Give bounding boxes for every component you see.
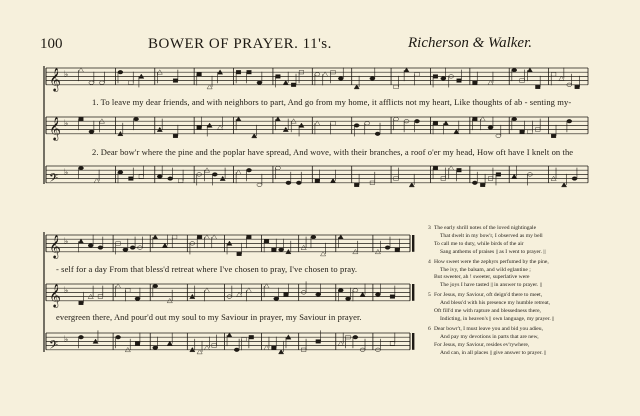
shape-note bbox=[118, 70, 123, 74]
shape-note bbox=[204, 288, 209, 292]
shape-note bbox=[264, 345, 269, 349]
verse-6 bbox=[428, 326, 628, 358]
shape-note bbox=[441, 77, 446, 81]
shape-note bbox=[264, 240, 269, 244]
shape-note bbox=[153, 284, 158, 288]
shape-note bbox=[512, 68, 517, 72]
shape-note bbox=[78, 68, 83, 72]
shape-note bbox=[528, 130, 533, 134]
shape-note bbox=[275, 117, 280, 121]
shape-note bbox=[395, 248, 400, 252]
shape-note bbox=[197, 350, 202, 354]
verse-line: Indicting, in heaven's || own language, my prayer. || bbox=[440, 315, 555, 322]
shape-note bbox=[404, 68, 409, 72]
shape-note bbox=[249, 335, 254, 339]
shape-note bbox=[153, 235, 158, 239]
shape-note bbox=[236, 170, 241, 174]
verse-5 bbox=[428, 292, 628, 324]
shape-note bbox=[88, 244, 93, 248]
shape-note bbox=[473, 117, 478, 121]
staff-system-bottom bbox=[44, 232, 414, 355]
verse-line: Dear bowr't, I must leave you and bid you adieu, bbox=[434, 325, 543, 332]
shape-note bbox=[116, 284, 121, 288]
shape-note bbox=[561, 183, 566, 187]
shape-note bbox=[98, 246, 103, 250]
shape-note bbox=[316, 340, 321, 344]
shape-note bbox=[237, 292, 242, 296]
shape-note bbox=[472, 181, 477, 185]
shape-note bbox=[162, 243, 167, 247]
lyric-line-4: evergreen there, And pour'd out my soul to my Saviour in prayer, my Saviour in prayer. bbox=[56, 312, 362, 322]
verse-3 bbox=[428, 225, 628, 257]
shape-note bbox=[257, 81, 262, 85]
shape-note bbox=[173, 134, 178, 138]
verses-block bbox=[428, 225, 628, 360]
shape-note bbox=[353, 335, 358, 339]
shape-note bbox=[237, 252, 242, 256]
shape-note bbox=[257, 183, 262, 187]
shape-note bbox=[134, 117, 139, 121]
shape-note bbox=[204, 235, 209, 239]
shape-note bbox=[390, 342, 395, 346]
shape-note bbox=[116, 335, 121, 339]
shape-note bbox=[409, 183, 414, 187]
shape-note bbox=[79, 166, 84, 170]
shape-note bbox=[78, 239, 83, 243]
shape-note bbox=[338, 77, 343, 81]
shape-note bbox=[197, 73, 202, 77]
shape-note bbox=[272, 346, 277, 350]
shape-note bbox=[572, 177, 577, 181]
shape-note bbox=[512, 117, 517, 121]
shape-note bbox=[360, 292, 365, 296]
shape-note bbox=[353, 289, 358, 293]
shape-note bbox=[375, 132, 380, 136]
bass-clef-icon: 𝄢 bbox=[49, 171, 59, 188]
shape-note bbox=[79, 117, 84, 121]
lyric-line-3: - self for a day From that bless'd retreat where I've chosen to pray, I've chosen to pray. bbox=[56, 264, 358, 274]
verse-line: To call me to duty, while birds of the air bbox=[434, 240, 524, 247]
shape-note bbox=[157, 175, 162, 179]
shape-note bbox=[370, 77, 375, 81]
lyric-line-2: 2. Dear bow'r where the pine and the poplar have spread, And wove, with their branches, a roof o'er my head, How oft have I knelt on the bbox=[92, 147, 574, 157]
shape-note bbox=[535, 85, 540, 89]
shape-note bbox=[247, 168, 252, 172]
flat-icon: ♭ bbox=[64, 167, 69, 178]
shape-note bbox=[89, 130, 94, 134]
shape-note bbox=[338, 235, 343, 239]
shape-note bbox=[284, 293, 289, 297]
shape-note bbox=[480, 183, 485, 187]
shape-note bbox=[575, 85, 580, 89]
shape-note bbox=[274, 297, 279, 301]
flat-icon: ♭ bbox=[64, 334, 69, 345]
shape-note bbox=[123, 248, 128, 252]
flat-icon: ♭ bbox=[64, 285, 69, 296]
staff-system-top bbox=[44, 66, 588, 188]
shape-note bbox=[415, 119, 420, 123]
shape-note bbox=[331, 122, 336, 126]
shape-note bbox=[338, 289, 343, 293]
shape-note bbox=[390, 295, 395, 299]
verse-line: The early shrill notes of the loved nightingale bbox=[434, 225, 537, 231]
shape-note bbox=[246, 288, 251, 292]
bass-clef-icon: 𝄢 bbox=[49, 338, 59, 355]
shape-note bbox=[153, 346, 158, 350]
shape-note bbox=[236, 70, 241, 74]
shape-note bbox=[135, 342, 140, 346]
shape-note bbox=[354, 85, 359, 89]
shape-note bbox=[207, 85, 212, 89]
shape-note bbox=[279, 248, 284, 252]
shape-note bbox=[286, 181, 291, 185]
treble-clef-icon: 𝄞 bbox=[49, 282, 61, 307]
shape-note bbox=[512, 174, 517, 178]
verse-line: And can, in all places || give answer to prayer. || bbox=[440, 349, 547, 356]
final-barline bbox=[412, 235, 414, 252]
shape-note bbox=[354, 124, 359, 128]
shape-note bbox=[559, 76, 564, 80]
lyric-line-1: 1. To leave my dear friends, and with neighbors to part, And go from my home, it afflicts not my heart, Like thoughts of ab - senting my- bbox=[92, 97, 572, 107]
shape-note bbox=[129, 81, 134, 85]
shape-note bbox=[551, 73, 556, 77]
shape-note bbox=[279, 350, 284, 354]
composer-credit: Richerson & Walker. bbox=[408, 35, 533, 51]
shape-note bbox=[330, 178, 335, 182]
shape-note bbox=[129, 177, 134, 181]
song-title: BOWER OF PRAYER. 11's. bbox=[148, 36, 332, 52]
shape-note bbox=[79, 301, 84, 305]
shape-note bbox=[449, 166, 454, 170]
flat-icon: ♭ bbox=[64, 236, 69, 247]
shape-note bbox=[283, 80, 288, 84]
shape-note bbox=[365, 122, 370, 126]
shape-note bbox=[433, 75, 438, 79]
shape-note bbox=[316, 293, 321, 297]
verse-line: And pay my devotions in parts that are new, bbox=[440, 333, 539, 340]
shape-note bbox=[242, 338, 247, 342]
shape-note bbox=[394, 85, 399, 89]
shape-note bbox=[79, 335, 84, 339]
verse-number: 4 bbox=[428, 258, 431, 265]
shape-note bbox=[89, 81, 94, 85]
shape-note bbox=[126, 289, 131, 293]
shape-note bbox=[167, 341, 172, 345]
shape-note bbox=[433, 122, 438, 126]
treble-clef-icon: 𝄞 bbox=[49, 66, 61, 91]
shape-note bbox=[275, 166, 280, 170]
shape-note bbox=[394, 117, 399, 121]
verse-number: 5 bbox=[428, 292, 431, 299]
shape-note bbox=[178, 179, 183, 183]
verse-line: And bless'd with his presence my humble retreat, bbox=[440, 300, 551, 307]
shape-note bbox=[375, 293, 380, 297]
shape-note bbox=[135, 297, 140, 301]
shape-note bbox=[315, 73, 320, 77]
shape-note bbox=[99, 81, 104, 85]
shape-note bbox=[212, 235, 217, 239]
treble-clef-icon: 𝄞 bbox=[49, 233, 61, 258]
shape-note bbox=[315, 121, 320, 125]
shape-note bbox=[264, 284, 269, 288]
shape-note bbox=[454, 129, 459, 133]
shape-note bbox=[139, 175, 144, 179]
shape-note bbox=[130, 246, 135, 250]
verse-line: For Jesus, my Saviour, oft deign'd there to meet, bbox=[434, 292, 543, 299]
verse-line: The ivy, the balsam, and wild eglantine ; bbox=[440, 266, 531, 273]
shape-note bbox=[443, 121, 448, 125]
verse-line: That dwelt in my bow'r, I observed as my bell bbox=[440, 232, 543, 239]
shape-note bbox=[488, 80, 493, 84]
shape-note bbox=[272, 248, 277, 252]
verse-4 bbox=[428, 259, 628, 291]
shape-note bbox=[496, 134, 501, 138]
shape-note bbox=[212, 173, 217, 177]
shape-note bbox=[227, 333, 232, 337]
shape-note bbox=[291, 83, 296, 87]
shape-note bbox=[320, 252, 325, 256]
shape-note bbox=[296, 181, 301, 185]
shape-note bbox=[567, 119, 572, 123]
verse-number: 3 bbox=[428, 225, 431, 231]
shape-note bbox=[323, 72, 328, 76]
page-number: 100 bbox=[40, 36, 63, 52]
flat-icon: ♭ bbox=[64, 118, 69, 129]
treble-clef-icon: 𝄞 bbox=[49, 115, 61, 140]
shape-note bbox=[488, 126, 493, 130]
shape-note bbox=[204, 345, 209, 349]
shape-note bbox=[276, 75, 281, 79]
shape-note bbox=[217, 125, 222, 129]
final-barline bbox=[412, 284, 414, 301]
shape-note bbox=[520, 130, 525, 134]
shape-note bbox=[315, 179, 320, 183]
verse-line: Sang anthems of praises || as I went to prayer. || bbox=[440, 248, 546, 255]
shape-note bbox=[473, 81, 478, 85]
verse-line: Oft fill'd me with rapture and blessedness there, bbox=[434, 308, 541, 315]
verse-number: 6 bbox=[428, 325, 431, 332]
shape-note bbox=[173, 79, 178, 83]
shape-note bbox=[496, 173, 501, 177]
final-barline bbox=[412, 333, 414, 350]
shape-note bbox=[118, 171, 123, 175]
shape-note bbox=[551, 134, 556, 138]
shape-note bbox=[197, 235, 202, 239]
shape-note bbox=[457, 79, 462, 83]
shape-note bbox=[385, 246, 390, 250]
shape-note bbox=[247, 235, 252, 239]
flat-icon: ♭ bbox=[64, 69, 69, 80]
shape-note bbox=[311, 235, 316, 239]
shape-note bbox=[168, 177, 173, 181]
shape-note bbox=[354, 183, 359, 187]
shape-note bbox=[338, 341, 343, 345]
verse-line: But sweeter, ah ! sweeter, superlative were bbox=[434, 274, 530, 281]
verse-line: How sweet were the zephyrs perfumed by the pine, bbox=[434, 258, 549, 265]
shape-note bbox=[480, 117, 485, 121]
shape-note bbox=[247, 70, 252, 74]
shape-note bbox=[236, 117, 241, 121]
shape-note bbox=[94, 178, 99, 182]
shape-note bbox=[415, 73, 420, 77]
shape-note bbox=[527, 68, 532, 72]
verse-line: The joys I have tasted || in answer to prayer. || bbox=[440, 282, 542, 289]
shape-note bbox=[346, 297, 351, 301]
shape-note bbox=[197, 126, 202, 130]
shape-note bbox=[234, 348, 239, 352]
shape-note bbox=[172, 235, 177, 239]
shape-note bbox=[252, 134, 257, 138]
shape-note bbox=[457, 168, 462, 172]
shape-note bbox=[433, 166, 438, 170]
verse-line: For Jesus, my Saviour, resides ev'rywhere, bbox=[434, 341, 530, 348]
